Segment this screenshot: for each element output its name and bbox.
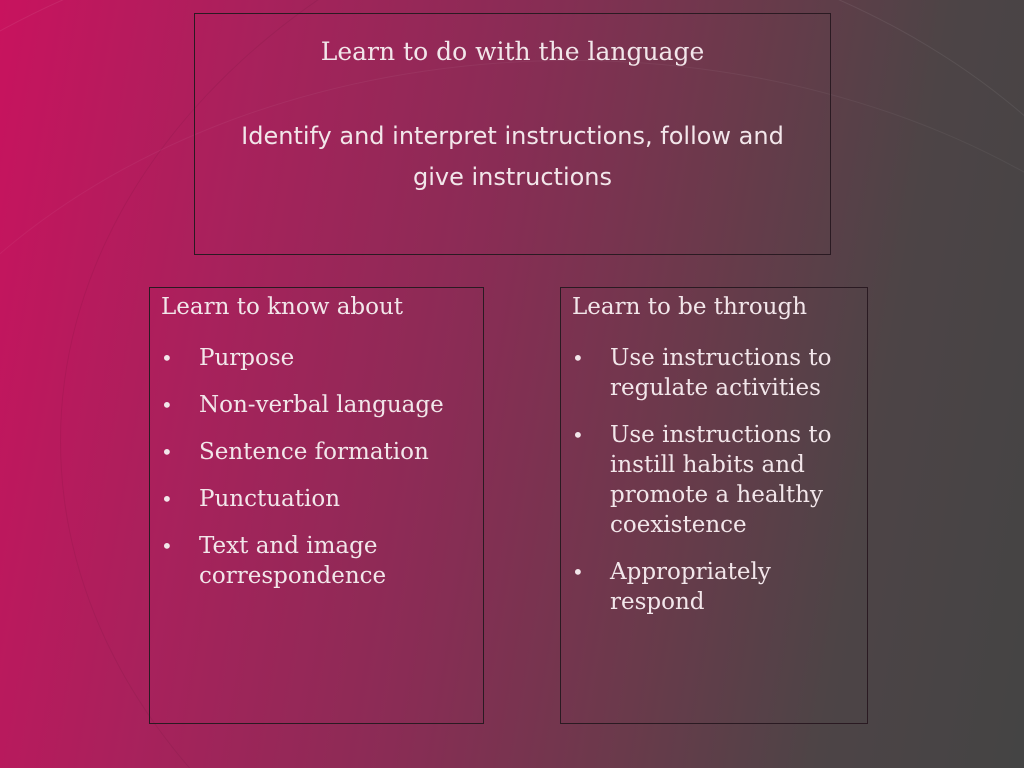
bullet-icon: •: [161, 346, 173, 370]
list-item-label: Punctuation: [199, 486, 341, 512]
list-item: [561, 420, 867, 540]
bullet-icon: •: [161, 440, 173, 464]
list-item: [150, 390, 483, 420]
learn-to-know-list: [150, 343, 483, 591]
list-item-label: Purpose: [199, 345, 295, 371]
list-item: [150, 343, 483, 373]
list-item: [150, 484, 483, 514]
list-item: [150, 531, 483, 591]
bullet-icon: •: [161, 534, 173, 558]
bullet-icon: •: [572, 423, 584, 447]
bullet-icon: •: [161, 393, 173, 417]
list-item: [150, 437, 483, 467]
learn-to-know-box: [149, 287, 484, 724]
learn-to-be-box: [560, 287, 868, 724]
learn-to-be-heading: Learn to be through: [572, 294, 808, 320]
list-item: [561, 343, 867, 403]
learn-to-be-list: [561, 343, 867, 617]
list-item-label: Text and image correspondence: [199, 533, 387, 589]
top-content-box: [194, 13, 831, 255]
list-item-label: Sentence formation: [199, 439, 429, 465]
bullet-icon: •: [572, 346, 584, 370]
list-item: [561, 557, 867, 617]
list-item-label: Appropriately respond: [610, 559, 771, 615]
learn-to-know-heading: Learn to know about: [161, 294, 404, 320]
top-box-heading: Learn to do with the language: [320, 37, 705, 66]
bullet-icon: •: [572, 560, 584, 584]
list-item-label: Non-verbal language: [199, 392, 444, 418]
list-item-label: Use instructions to instill habits and promote a healthy coexistence: [610, 422, 832, 538]
list-item-label: Use instructions to regulate activities: [610, 345, 832, 401]
top-box-text: Identify and interpret instructions, follow and give instructions: [241, 122, 784, 191]
bullet-icon: •: [161, 487, 173, 511]
